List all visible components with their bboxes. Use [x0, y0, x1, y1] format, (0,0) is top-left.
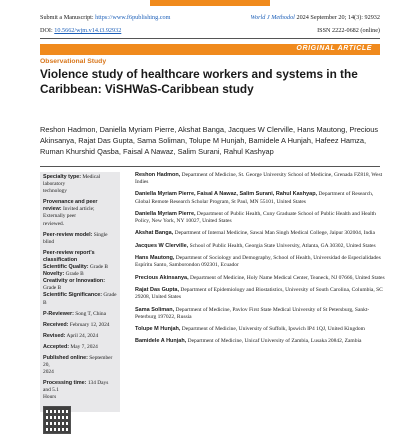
section-banner	[40, 44, 380, 55]
sidebar-item-label: Revised:	[43, 332, 66, 339]
sidebar-item-label: Peer-review report's classification	[43, 249, 95, 263]
study-type: Observational Study	[40, 58, 107, 65]
sidebar-item-label: Peer-review model:	[43, 231, 93, 238]
sidebar-item	[43, 250, 117, 264]
affiliation-text: Department of Research, Global Remote Research Scholar Program, St Paul, MN 55101, United States	[135, 191, 374, 205]
sidebar-item-value: Song T, China	[75, 310, 107, 317]
affiliation-authors: Daniella Myriam Pierre,	[135, 210, 196, 217]
affiliation-authors: Hans Mautong,	[135, 255, 175, 262]
affiliation-text: Department of Public Health, Cuny Graduate School of Public Health and Health Policy, New York, NY 10027, United States	[135, 210, 376, 225]
sidebar-item	[43, 264, 117, 271]
sidebar-item-value: Single blind	[43, 231, 108, 245]
section-banner-label: ORIGINAL ARTICLE	[296, 45, 372, 52]
sidebar-item	[43, 271, 117, 278]
affiliation-text: Department of Sociology and Demography, School of Health, Universidad de Especialidades Espíritu Santo, Samborondon 092301, Ecuador	[135, 255, 381, 269]
sidebar-item-value: February 12, 2024	[69, 321, 110, 328]
sidebar-item-value: April 24, 2024	[66, 332, 99, 339]
sidebar-item-value: Grade B	[89, 264, 109, 271]
sidebar-item-value: September 20,	[43, 354, 113, 369]
header-divider	[40, 38, 380, 39]
sidebar-item	[43, 333, 117, 340]
doi-row	[40, 27, 380, 35]
sidebar-item-value: Invited article; Externally peer	[43, 206, 95, 220]
affiliation-authors: Tolupe M Hunjah,	[135, 326, 181, 333]
sidebar-item-value: 2024	[43, 369, 54, 376]
sidebar-item-value: Hours	[43, 394, 57, 401]
sidebar-item-value: technology	[43, 188, 67, 195]
affiliation-item	[135, 230, 385, 237]
affiliation-authors: Akshat Banga,	[135, 230, 174, 237]
sidebar-item-label: Scientific Significance:	[43, 292, 103, 299]
brand-logo-strip	[150, 0, 270, 6]
affiliation-item	[135, 338, 385, 345]
sidebar-item	[43, 292, 117, 306]
affiliation-authors: Sama Soliman,	[135, 306, 175, 313]
affiliation-text: Department of Medicine, University of Suffolk, Ipswich IP4 1QJ, United Kingdom	[181, 326, 365, 333]
article-title: Violence study of healthcare workers and systems in the Caribbean: ViSHWaS-Caribbean study	[40, 67, 358, 96]
sidebar-item	[43, 199, 117, 227]
sidebar-item-value: Grade B	[43, 285, 62, 292]
affiliation-item	[135, 255, 385, 269]
sidebar-item-value: Grade B	[43, 292, 117, 306]
sidebar-item	[43, 322, 117, 329]
submit-label: Submit a Manuscript:	[40, 14, 94, 21]
affiliation-text: Department of Medicine, Pavlov First State Medical University of St Petersburg, Sankt-Peterburg 197022, Russia	[135, 306, 370, 320]
sidebar-item-value: reviewed.	[43, 220, 65, 227]
submit-row	[40, 14, 380, 22]
journal-name[interactable]: World J Methodol	[250, 14, 295, 21]
affiliation-item	[135, 191, 385, 205]
sidebar-item-label: Provenance and peer review:	[43, 199, 98, 213]
sidebar-item-label: Scientific Quality:	[43, 264, 89, 271]
affiliation-item	[135, 307, 385, 321]
doi-link[interactable]: 10.5662/wjm.v14.i3.92932	[54, 27, 122, 34]
sidebar-item-label: Published online:	[43, 354, 88, 361]
affiliation-item	[135, 326, 385, 333]
sidebar-item-value: May 7, 2024	[70, 343, 98, 350]
affiliation-item	[135, 275, 385, 282]
sidebar-item-label: Accepted:	[43, 343, 70, 350]
affiliation-authors: Precious Akinsanya,	[135, 274, 189, 281]
citation	[250, 14, 380, 22]
sidebar-item	[43, 344, 117, 351]
sidebar-item	[43, 380, 117, 401]
affiliation-authors: Jacques W Clerville,	[135, 242, 189, 249]
sidebar-item-label: P-Reviewer:	[43, 310, 74, 317]
affiliation-text: Department of Medicine, St. George University School of Medicine, Grenada FZ818, West Indies	[135, 172, 383, 186]
affiliation-text: School of Public Health, Georgia State University, Atlanta, GA 30302, United States	[189, 242, 376, 249]
sidebar-item	[43, 278, 117, 292]
sidebar-item-label: Specialty type:	[43, 174, 82, 180]
sidebar-item-label: Processing time:	[43, 380, 87, 387]
sidebar-item	[43, 232, 117, 246]
affiliation-authors: Bamidele A Hunjah,	[135, 338, 187, 345]
sidebar-item	[43, 174, 117, 195]
issn: ISSN 2222-0682 (online)	[317, 27, 380, 34]
affiliation-text: Department of Medicine, Unicaf University of Zambia, Lusaka 20842, Zambia	[187, 338, 362, 345]
sidebar-item-label: Creativity or Innovation:	[43, 278, 106, 285]
affiliation-item	[135, 287, 385, 301]
sidebar-item-value: 134 Days and 5.1	[43, 380, 109, 394]
affiliation-item	[135, 211, 385, 225]
affiliation-authors: Daniella Myriam Pierre, Faisal A Nawaz, Salim Surani, Rahul Kashyap,	[135, 191, 318, 198]
sidebar-item-label: Received:	[43, 321, 69, 328]
affiliation-text: Department of Medicine, Holy Name Medical Center, Teaneck, NJ 07666, United States	[189, 274, 385, 281]
affiliation-item	[135, 243, 385, 250]
article-info-sidebar	[40, 172, 120, 412]
sidebar-item	[43, 355, 117, 376]
author-list: Reshon Hadmon, Daniella Myriam Pierre, Akshat Banga, Jacques W Clerville, Hans Mautong, Precious Akinsanya, Rajat Das Gupta, Sama Soliman, Tolupe M Hunjah, Bamidele A Hunjah, Hafeez Hamza, Ruman Khurshid Qasba, Faisal A Nawaz, Salim Surani, Rahul Kashyap	[40, 125, 379, 157]
affiliation-text: Department of Epidemiology and Biostatistics, University of South Carolina, Columbia, SC 29208, United States	[135, 287, 383, 301]
authors-divider	[40, 166, 380, 167]
submit-link[interactable]: https://www.f6publishing.com	[95, 14, 171, 21]
citation-details: 2024 September 20; 14(3): 92932	[296, 14, 380, 21]
sidebar-item-label: Novelty:	[43, 271, 65, 278]
affiliation-text: Department of Internal Medicine, Sawai Man Singh Medical College, Jaipur 302004, India	[174, 230, 375, 237]
affiliation-item	[135, 172, 385, 186]
affiliation-authors: Rajat Das Gupta,	[135, 287, 180, 294]
sidebar-item-value: Medical laboratory	[43, 174, 101, 188]
sidebar-item	[43, 311, 117, 318]
sidebar-item-value: Grade B	[65, 271, 84, 278]
affiliation-authors: Reshon Hadmon,	[135, 172, 181, 178]
doi-label: DOI:	[40, 27, 53, 34]
top-brand-bar	[0, 0, 420, 7]
affiliations	[135, 172, 385, 351]
